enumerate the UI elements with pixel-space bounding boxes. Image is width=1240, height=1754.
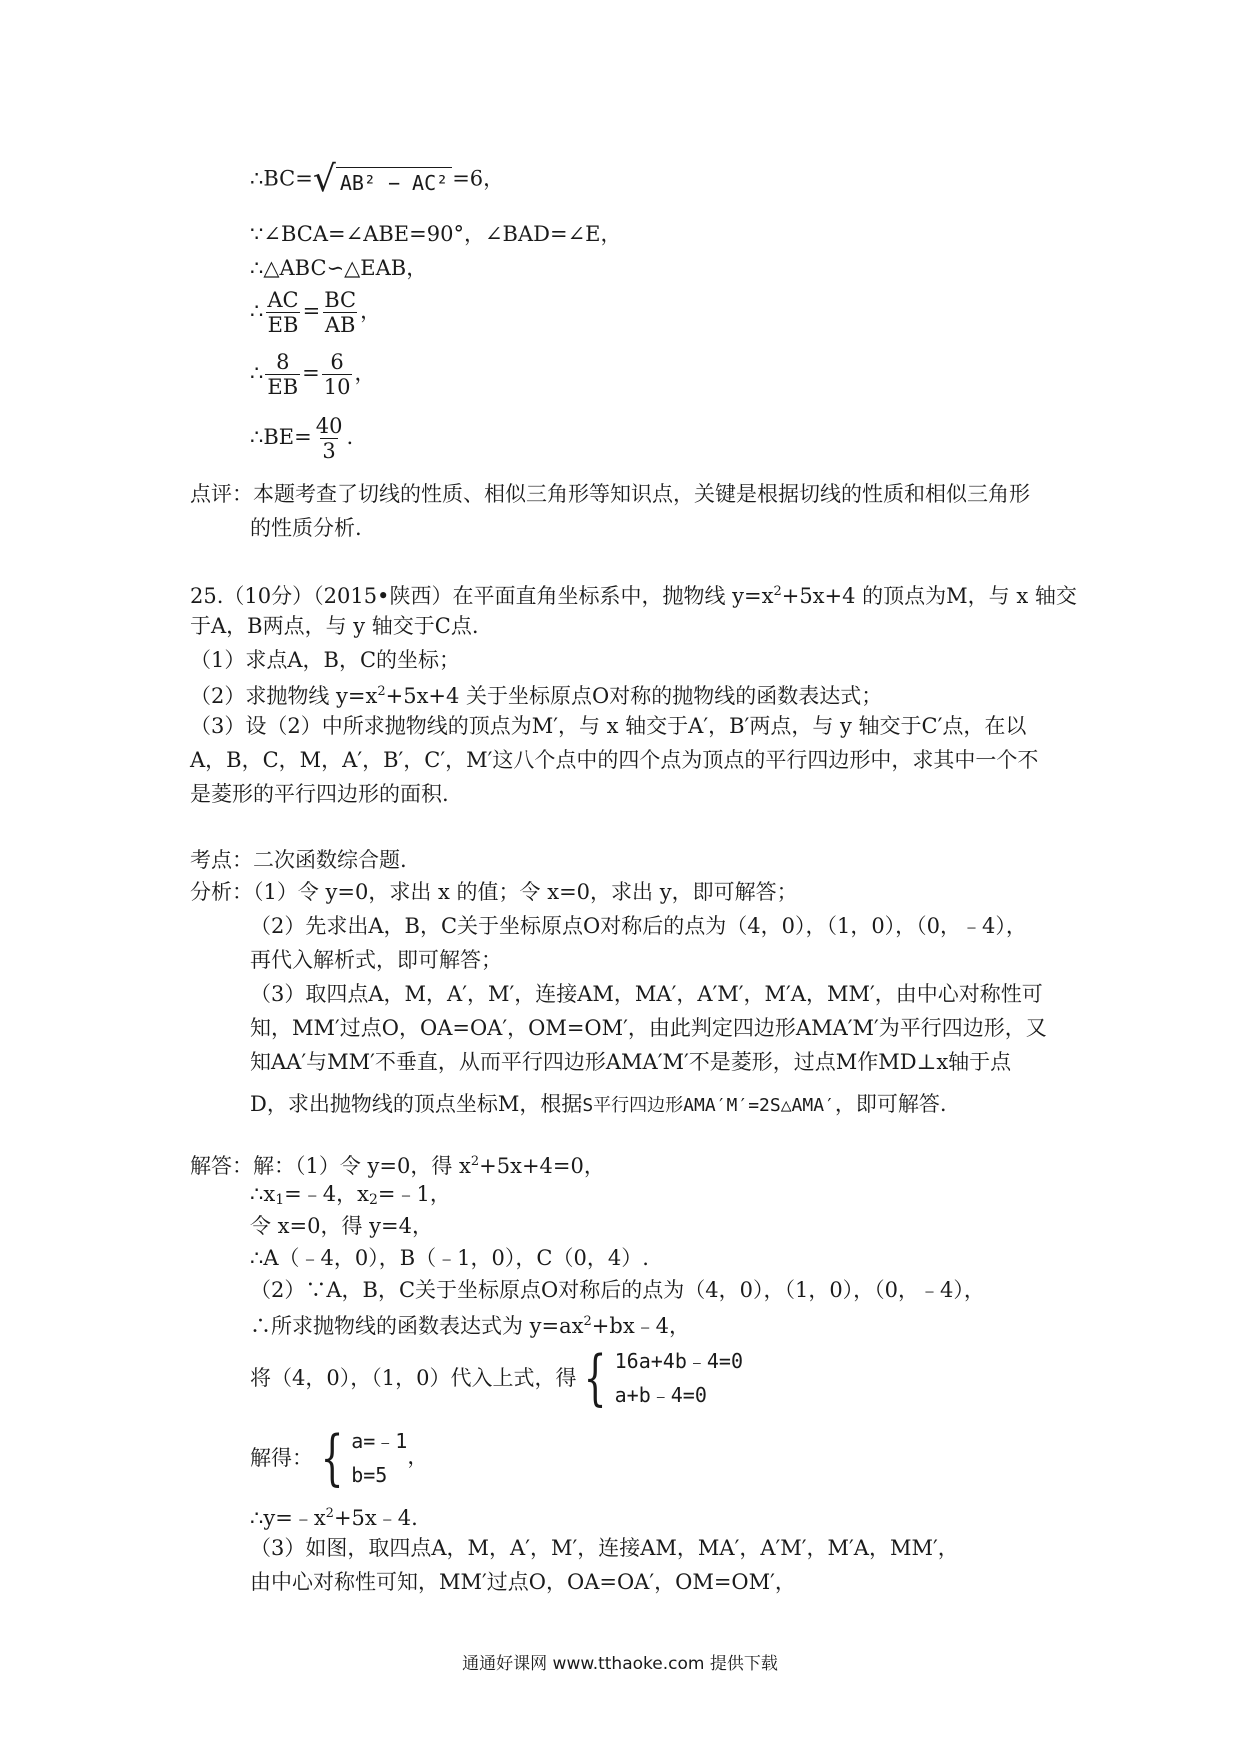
fraction: $\frac{8}{EB}$	[267, 350, 299, 399]
review-line-1: 点评：本题考查了切线的性质、相似三角形等知识点，关键是根据切线的性质和相似三角形	[190, 482, 1030, 506]
solution-line-10: （3）如图，取四点A，M，A′，M′，连接AM，MA′，A′M′，M′A，MM′，	[250, 1536, 959, 1560]
analysis-line-7: D，求出抛物线的顶点坐标M，根据S平行四边形AMA′M′=2S△AMA′，即可解答.	[250, 1092, 947, 1116]
solution-line-11: 由中心对称性可知，MM′过点O，OA=OA′，OM=OM′，	[250, 1570, 796, 1594]
fraction: $\frac{40}{3}$	[315, 414, 343, 463]
question-3-line-3: 是菱形的平行四边形的面积.	[190, 782, 449, 806]
solution-line-7: 将（4，0），（1，0）代入上式，得 { 16a+4b﹣4=0 a+b﹣4=0	[250, 1343, 744, 1413]
question-3-line-1: （3）设（2）中所求抛物线的顶点为M′，与 x 轴交于A′，B′两点，与 y 轴交于C′点，在以	[190, 714, 1027, 738]
analysis-line-4: （3）取四点A，M，A′，M′，连接AM，MA′，A′M′，M′A，MM′，由中心对称性可	[250, 982, 1043, 1006]
solution-line-6: ∴所求抛物线的函数表达式为 $y=ax^2+bx﹣4$，	[250, 1314, 691, 1338]
analysis-line-6: 知AA′与MM′不垂直，从而平行四边形AMA′M′不是菱形，过点M作MD⊥x轴于点	[250, 1050, 1012, 1074]
question-1: （1）求点A，B，C的坐标；	[190, 648, 461, 672]
sqrt-expression: √ AB² − AC²	[313, 162, 452, 198]
review-line-2: 的性质分析.	[250, 516, 362, 540]
step-ratio-2: ∴ $\frac{8}{EB}$ = $\frac{6}{10}$ ，	[250, 350, 376, 399]
equation-system: { a=﹣1 b=5	[320, 1423, 408, 1493]
analysis-line-2: （2）先求出A，B，C关于坐标原点O对称后的点为（4，0），（1，0），（0，﹣4），	[250, 914, 1027, 938]
solution-line-3: 令 x=0，得 y=4，	[250, 1214, 433, 1238]
problem-line-2: 于A，B两点，与 y 轴交于C点.	[190, 614, 479, 638]
solution-line-8: 解得： { a=﹣1 b=5 ，	[250, 1423, 429, 1493]
solution-line-5: （2）∵A，B，C关于坐标原点O对称后的点为（4，0），（1，0），（0，﹣4），	[250, 1278, 985, 1302]
step-bc-sqrt: ∴BC= √ AB² − AC² =6，	[250, 159, 505, 200]
step-ratio-1: ∴ $\frac{AC}{EB}$ = $\frac{BC}{AB}$ ，	[250, 288, 382, 337]
solution-line-2: $\therefore x_1=﹣4$，$x_2=﹣1$，	[250, 1182, 451, 1208]
analysis-line-5: 知，MM′过点O，OA=OA′，OM=OM′，由此判定四边形AMA′M′为平行四边形，又	[250, 1016, 1047, 1040]
question-3-line-2: A，B，C，M，A′，B′，C′，M′这八个点中的四个点为顶点的平行四边形中，求其中一个不	[190, 748, 1039, 772]
equation-system: { 16a+4b﹣4=0 a+b﹣4=0	[584, 1343, 744, 1413]
fraction: $\frac{AC}{EB}$	[267, 288, 299, 337]
page-footer: 通通好课网 www.tthaoke.com 提供下载	[462, 1654, 778, 1674]
area-formula: S平行四边形AMA′M′=2S△AMA′	[582, 1095, 835, 1116]
analysis-line-1: 分析：（1）令 y=0，求出 x 的值；令 x=0，求出 y，即可解答；	[190, 880, 798, 904]
question-2: （2）求抛物线 $y=x^2+5x+4$ 关于坐标原点O对称的抛物线的函数表达式；	[190, 684, 883, 708]
topic-line: 考点：二次函数综合题.	[190, 848, 407, 872]
fraction: $\frac{6}{10}$	[323, 350, 351, 399]
solution-line-9: $\therefore y=﹣x^2+5x﹣4$.	[250, 1506, 418, 1530]
solution-line-1: 解答：解：（1）令 y=0，得 $x^2+5x+4=0$，	[190, 1154, 605, 1178]
solution-line-4: ∴A（﹣4，0），B（﹣1，0），C（0，4）.	[250, 1246, 649, 1270]
problem-line-1: 25.（10分）（2015•陕西）在平面直角坐标系中，抛物线 $y=x^2+5x+4$ 的顶点为M，与 x 轴交	[190, 584, 1077, 608]
step-angles: ∵∠BCA=∠ABE=90°，∠BAD=∠E，	[250, 222, 622, 246]
step-be-result: ∴BE= $\frac{40}{3}$ .	[250, 414, 354, 463]
analysis-line-3: 再代入解析式，即可解答；	[250, 948, 502, 972]
fraction: $\frac{BC}{AB}$	[324, 288, 357, 337]
step-similar: ∴△ABC∽△EAB，	[250, 256, 428, 280]
